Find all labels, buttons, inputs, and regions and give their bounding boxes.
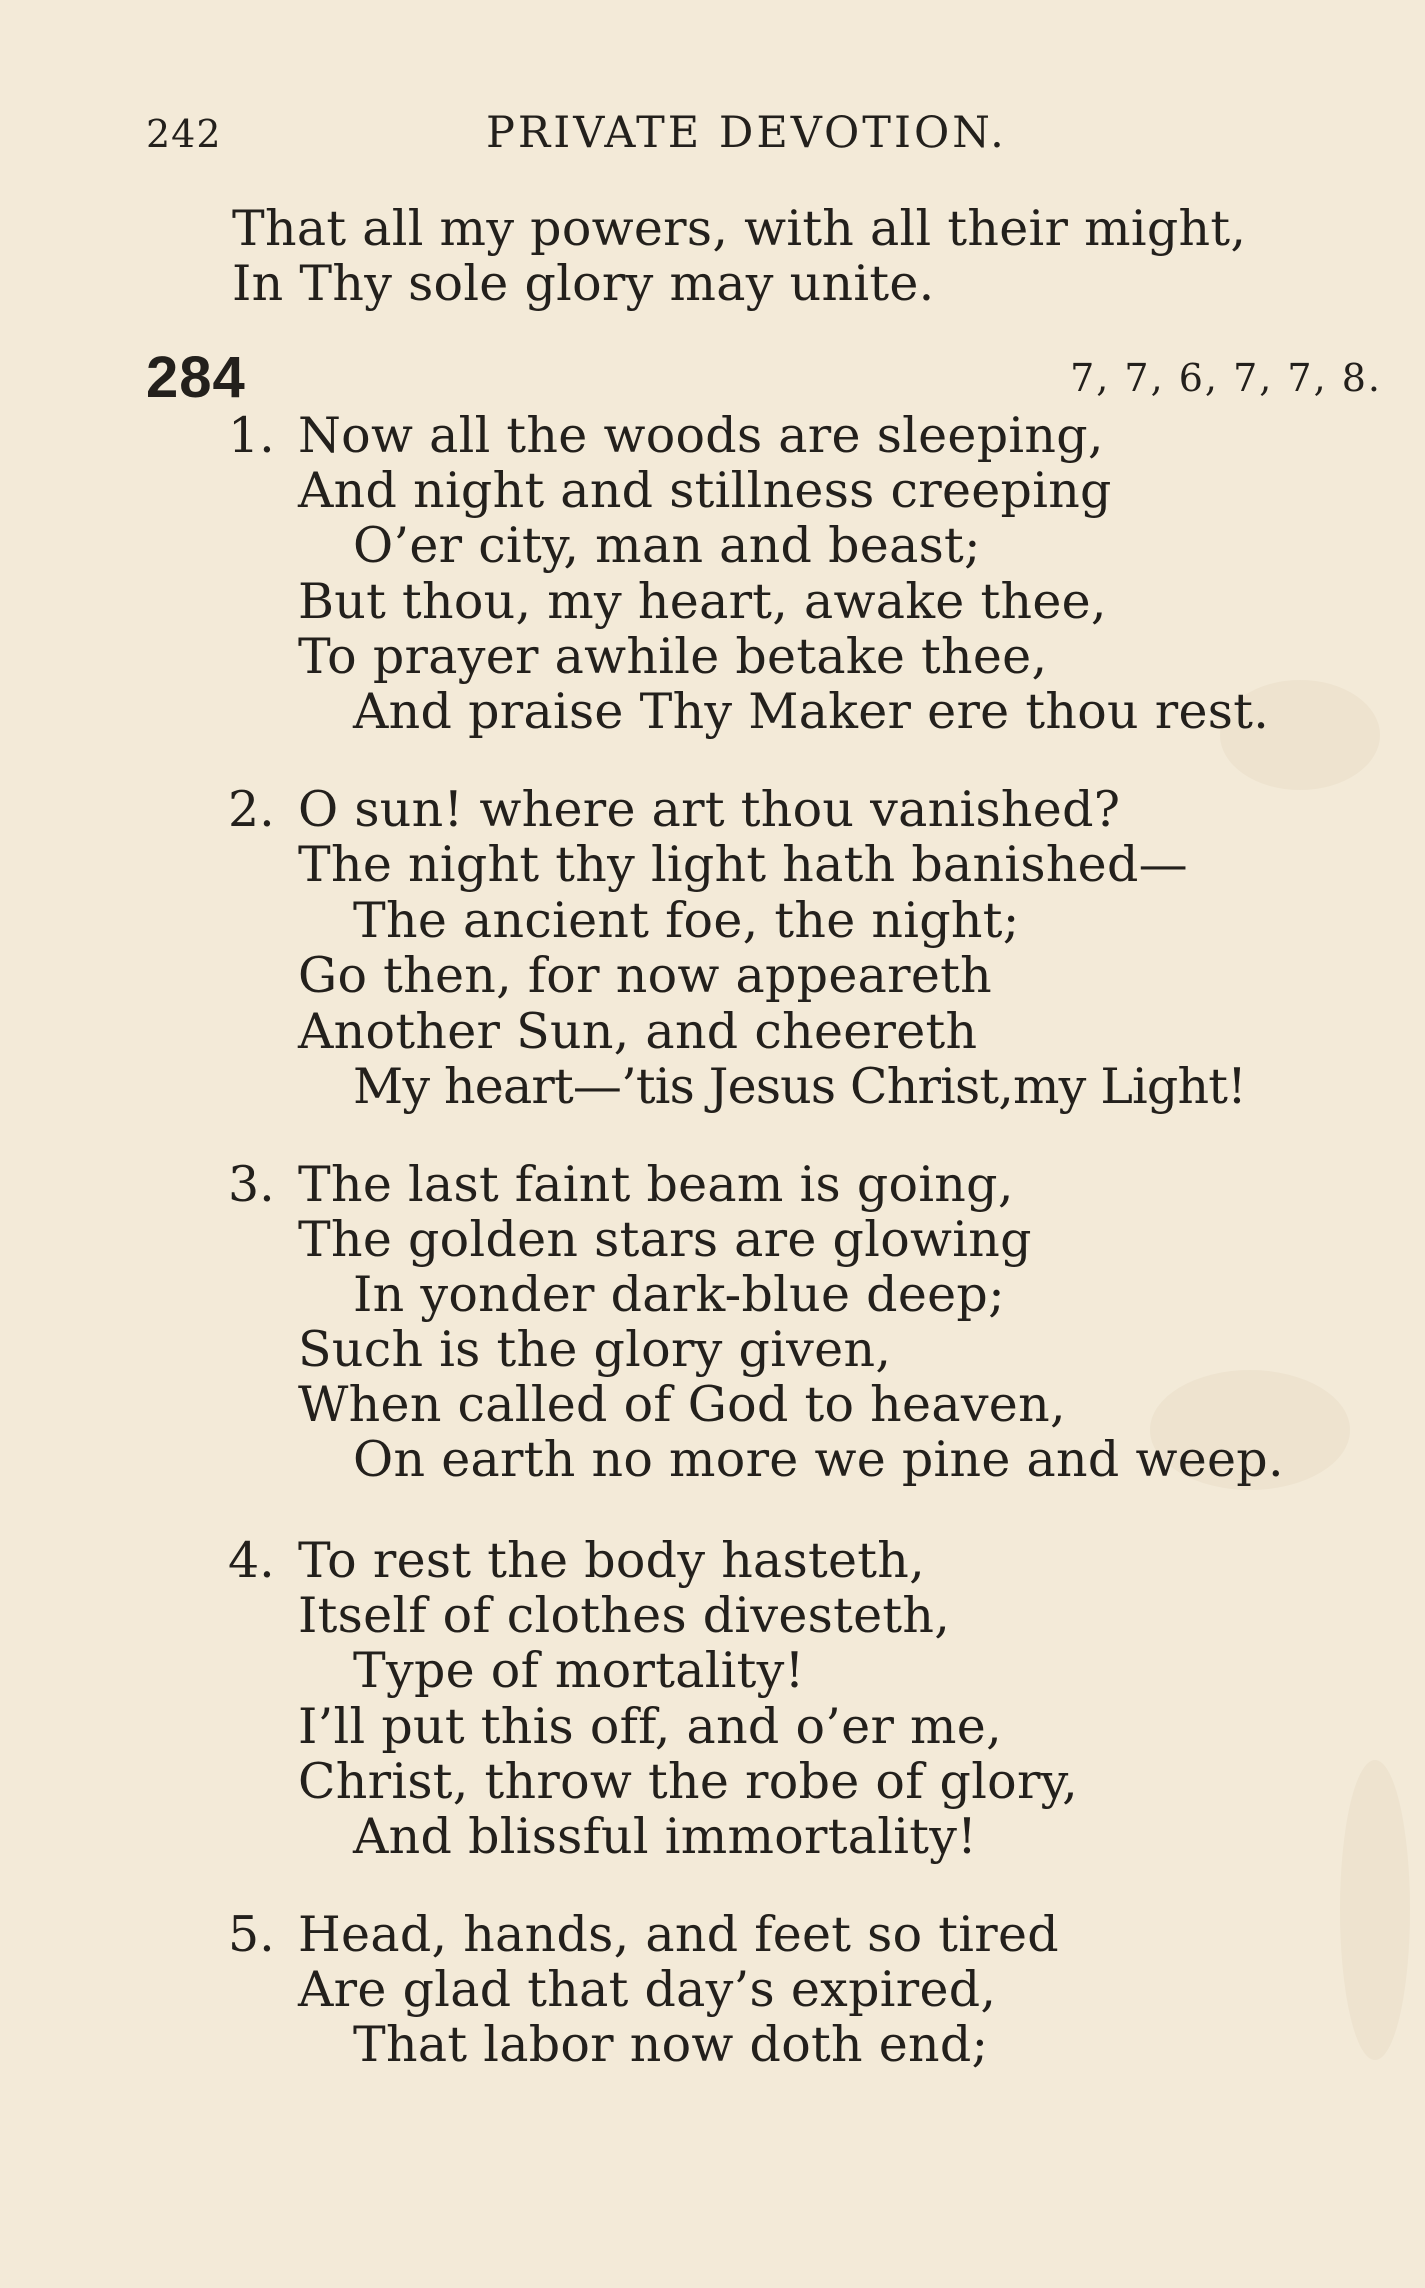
verse-line: The last faint beam is going, bbox=[298, 1156, 1014, 1213]
verse-line: The night thy light hath banished— bbox=[298, 836, 1188, 893]
hymn-meter: 7, 7, 6, 7, 7, 8. bbox=[1070, 356, 1382, 400]
verse-line: When called of God to heaven, bbox=[298, 1376, 1066, 1433]
verse-line: Are glad that day’s expired, bbox=[298, 1961, 997, 2018]
verse-line: O’er city, man and beast; bbox=[353, 517, 981, 574]
verse-line: Now all the woods are sleeping, bbox=[298, 407, 1104, 464]
verse-number: 2. bbox=[228, 781, 275, 838]
verse-line: Head, hands, and feet so tired bbox=[298, 1906, 1059, 1963]
verse-number: 3. bbox=[228, 1156, 275, 1213]
verse-number: 5. bbox=[228, 1906, 275, 1963]
verse-line: And praise Thy Maker ere thou rest. bbox=[353, 683, 1270, 740]
verse-line: The golden stars are glowing bbox=[298, 1211, 1032, 1268]
verse-line: O sun! where art thou vanished? bbox=[298, 781, 1121, 838]
verse-line: Such is the glory given, bbox=[298, 1321, 892, 1378]
page-number: 242 bbox=[146, 112, 222, 156]
verse-line: I’ll put this off, and o’er me, bbox=[298, 1698, 1002, 1755]
verse-line: My heart—’tis Jesus Christ,my Light! bbox=[353, 1058, 1247, 1115]
verse-line: To prayer awhile betake thee, bbox=[298, 628, 1048, 685]
verse-line: Go then, for now appeareth bbox=[298, 947, 993, 1004]
previous-hymn-line: That all my powers, with all their might, bbox=[232, 200, 1247, 257]
paper-stain bbox=[1340, 1760, 1410, 2060]
verse-line: But thou, my heart, awake thee, bbox=[298, 573, 1107, 630]
verse-line: And blissful immortality! bbox=[353, 1808, 978, 1865]
verse-line: Another Sun, and cheereth bbox=[298, 1003, 978, 1060]
verse-line: The ancient foe, the night; bbox=[353, 892, 1020, 949]
running-head: PRIVATE DEVOTION. bbox=[486, 108, 1007, 158]
previous-hymn-line: In Thy sole glory may unite. bbox=[232, 255, 935, 312]
verse-number: 1. bbox=[228, 407, 275, 464]
verse-line: Type of mortality! bbox=[353, 1642, 805, 1699]
verse-number: 4. bbox=[228, 1532, 275, 1589]
verse-line: Itself of clothes divesteth, bbox=[298, 1587, 951, 1644]
verse-line: Christ, throw the robe of glory, bbox=[298, 1753, 1079, 1810]
verse-line: In yonder dark-blue deep; bbox=[353, 1266, 1005, 1323]
verse-line: And night and stillness creeping bbox=[298, 462, 1112, 519]
verse-line: To rest the body hasteth, bbox=[298, 1532, 926, 1589]
hymn-number: 284 bbox=[146, 345, 246, 410]
verse-line: That labor now doth end; bbox=[353, 2016, 989, 2073]
verse-line: On earth no more we pine and weep. bbox=[353, 1431, 1284, 1488]
